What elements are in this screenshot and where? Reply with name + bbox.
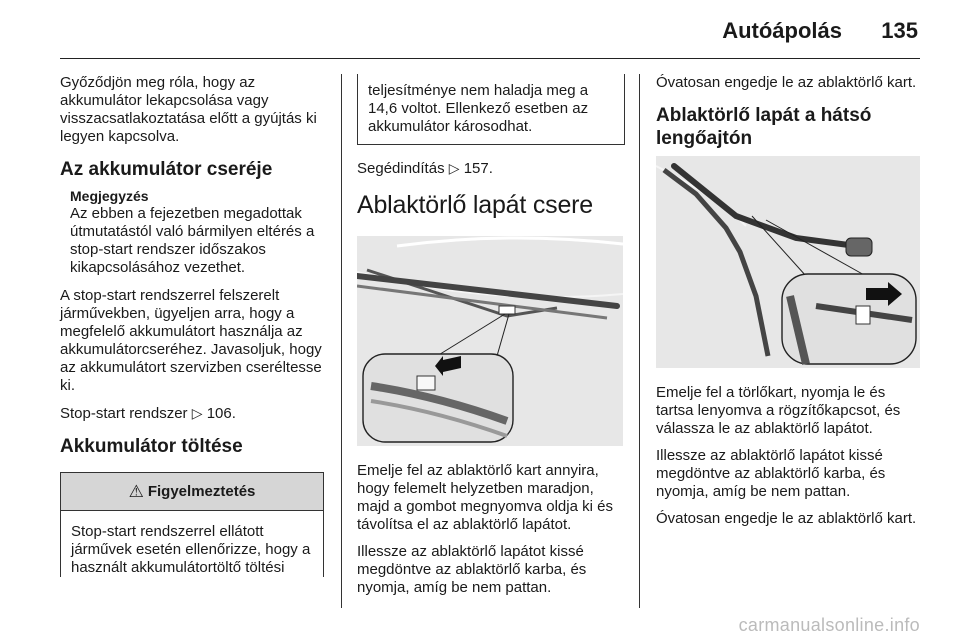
warning-text: Stop-start rendszerrel ellátott járművek esetén ellenőrizze, hogy a használt akkumulátortöltő töltési [71,523,311,576]
warning-title: Figyelmeztetés [147,483,256,500]
page-number: 135 [881,18,918,43]
paragraph-stop-start: A stop-start rendszerrel felszerelt járművekben, ügyeljen arra, hogy a megfelelő akkumulátort használja az akkumulátorcseréhez. Javasoljuk, hogy az akkumulátort szervizben cseréltesse ki. [60,287,322,394]
rear-wiper-illustration [656,156,920,368]
warning-text-continued: teljesítménye nem haladja meg a 14,6 voltot. Ellenkező esetben az akkumulátor károsodhat. [368,82,589,135]
warning-box [60,472,324,577]
triangle-right-icon: ▷ [191,405,203,421]
paragraph-remove-blade: Emelje fel az ablaktörlő kart annyira, hogy felemelt helyzetben maradjon, majd a gombot megnyomva oldja ki és távolítsa el az ablaktörlő lapátot. [357,462,613,533]
xref-page: 106. [206,405,236,422]
xref-stop-start[interactable] [60,404,326,423]
header-rule [60,58,920,59]
paragraph-lower-arm: Óvatosan engedje le az ablaktörlő kart. [656,74,917,91]
paragraph-insert-blade: Illessze az ablaktörlő lapátot kissé megdöntve az ablaktörlő karba, és nyomja, amíg be nem pattan. [357,543,587,596]
xref-label: Stop-start rendszer [60,405,188,422]
paragraph-insert-rear-blade: Illessze az ablaktörlő lapátot kissé megdöntve az ablaktörlő karba, és nyomja, amíg be nem pattan. [656,447,886,500]
note-title: Megjegyzés [70,188,149,204]
triangle-right-icon: ▷ [448,160,460,176]
xref-jump-start[interactable] [357,159,625,178]
xref-label: Segédindítás [357,160,445,177]
warning-triangle-icon: ⚠ [128,481,144,501]
column-divider-1 [341,74,342,608]
warning-body [61,511,323,577]
page-header [0,0,960,58]
paragraph-detach-blade: Emelje fel a törlőkart, nyomja le és tartsa lenyomva a rögzítőkapcsot, és válassza le az ablaktörlő lapátot. [656,384,901,437]
column-divider-2 [639,74,640,608]
heading-rear-wiper: Ablaktörlő lapát a hátsó lengőajtón [656,105,872,149]
wiper-blade-illustration [357,236,623,446]
section-title: Autóápolás [722,18,842,43]
watermark: carmanualsonline.info [738,615,920,635]
warning-box-continued [357,74,625,145]
note-block [70,187,326,277]
paragraph-ignition: Győződjön meg róla, hogy az akkumulátor lekapcsolása vagy visszacsatlakoztatása előtt a gyújtás ki legyen kapcsolva. [60,74,317,145]
heading-wiper-blade: Ablaktörlő lapát csere [357,191,594,219]
warning-header [61,473,323,511]
xref-page: 157. [463,160,493,177]
paragraph-lower-rear-arm: Óvatosan engedje le az ablaktörlő kart. [656,510,917,527]
note-text: Az ebben a fejezetben megadottak útmutatástól való bármilyen eltérés a stop-start rendszer időszakos kikapcsolásához vezethet. [70,205,315,276]
column-2 [357,78,625,606]
heading-battery-charging: Akkumulátor töltése [60,436,243,457]
heading-battery-replacement: Az akkumulátor cseréje [60,159,273,180]
column-1 [60,74,326,577]
column-3 [656,74,922,537]
